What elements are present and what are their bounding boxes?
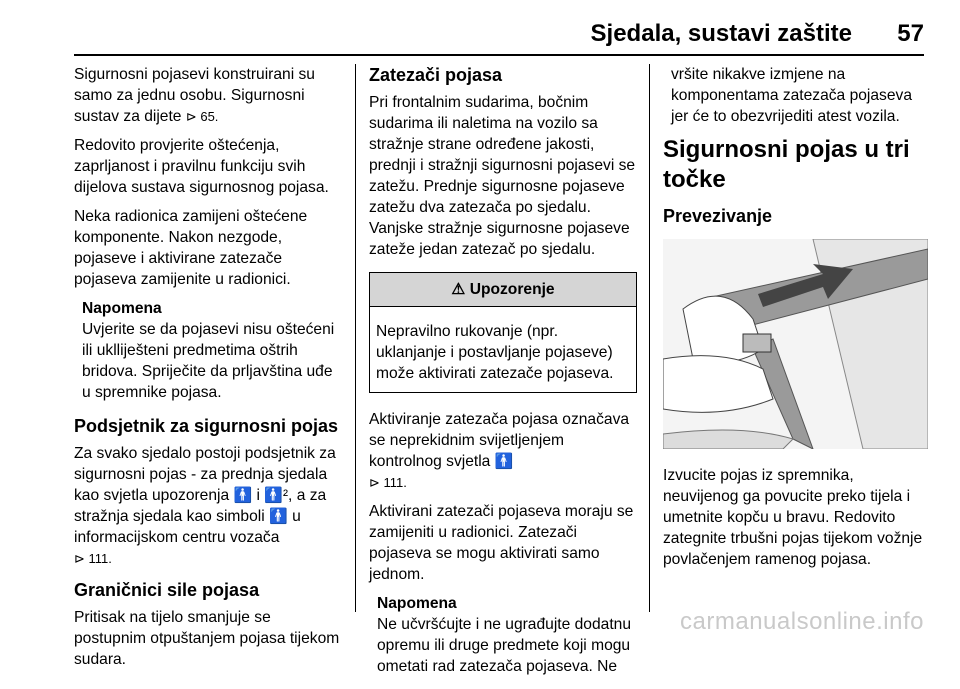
paragraph-text: u informacijskom centru vozača [74, 508, 301, 546]
seatbelt-reminder-rear-icon: 🚹² [264, 487, 289, 504]
column-divider [649, 64, 650, 612]
paragraph: Pritisak na tijelo smanjuje se postupnim otpuštanjem pojasa tijekom sudara. [74, 609, 340, 668]
warning-header [370, 273, 636, 307]
paragraph-text: i [256, 487, 261, 504]
paragraph: Pri frontalnim sudarima, bočnim sudarima ili naletima na vozilo sa stražnje strane određene jakosti, prednji i stražnji sigurnosni pojasevi se zatežu. Prednje sigurnosne pojaseve zatežu dva zatezača po sjedalu. Vanjske stražnje sigurnosne pojaseve zateže jedan zatezač po sjedalu. [369, 94, 636, 258]
section-heading: Prevezivanje [663, 206, 773, 226]
warning-text: Nepravilno rukovanje (npr. uklanjanje i postavljanje pojaseve) može aktivirati zatezače pojaseva. [376, 323, 614, 382]
paragraph [74, 64, 344, 127]
chapter-heading: Sigurnosni pojas u tri točke [663, 136, 910, 193]
page-reference: ⊳ 65. [185, 109, 219, 124]
note-text: Ne učvršćujte i ne ugrađujte dodatnu opremu ili druge predmete koji mogu ometati rad zatezača pojaseva. Ne [377, 616, 631, 675]
paragraph [369, 409, 637, 493]
column-right [663, 64, 928, 578]
page-reference: ⊳ 111. [74, 551, 112, 566]
section-title: Sjedala, sustavi zaštite [590, 20, 852, 47]
warning-triangle-icon: ⚠ [451, 281, 466, 298]
page-number: 57 [897, 20, 924, 47]
paragraph-text: , a za stražnja sjedala kao simboli [74, 487, 327, 525]
section-heading: Graničnici sile pojasa [74, 580, 260, 600]
warning-box [369, 272, 637, 393]
paragraph-text: Aktiviranje zatezača pojasa označava se neprekidnim svijetljenjem kontrolnog svjetla [369, 411, 630, 470]
header-rule [74, 54, 924, 56]
column-left [74, 64, 344, 678]
paragraph [74, 443, 344, 569]
seatbelt-reminder-icon: 🚹 [233, 487, 253, 504]
airbag-pretensioner-icon: 🚹 [494, 453, 514, 470]
seatbelt-reminder-icon: 🚹 [269, 508, 288, 525]
paragraph: Aktivirani zatezači pojaseva moraju se zamijeniti u radionici. Zatezači pojaseva se mogu aktivirati samo jednom. [369, 503, 634, 583]
column-divider [355, 64, 356, 612]
note-continuation: vršite nikakve izmjene na komponentama zatezača pojaseva jer će to obezvrijediti atest vozila. [671, 66, 912, 125]
watermark: carmanualsonline.info [680, 608, 924, 635]
paragraph-text: Sigurnosni pojasevi konstruirani su samo za jednu osobu. Sigurnosni sustav za dijete [74, 66, 315, 125]
paragraph-text: Za svako sjedalo postoji podsjetnik za sigurnosni pojas - za prednja sjedala kao svjetla upozorenja [74, 445, 336, 504]
note-text: Uvjerite se da pojasevi nisu oštećeni ili uklliješteni predmetima oštrih bridova. Spriječite da prljavština uđe u spremnike pojasa. [82, 321, 335, 401]
paragraph: Redovito provjerite oštećenja, zaprljanost i pravilnu funkciju svih dijelova sustava sigurnosnog pojasa. [74, 137, 329, 196]
note-heading: Napomena [377, 595, 457, 612]
warning-heading: Upozorenje [469, 281, 555, 298]
seatbelt-illustration [663, 239, 928, 449]
section-heading: Zatezači pojasa [369, 65, 503, 85]
paragraph: Neka radionica zamijeni oštećene komponente. Nakon nezgode, pojaseve i aktivirane zatezače pojaseva zamijenite u radionici. [74, 208, 308, 288]
note-heading: Napomena [82, 300, 162, 317]
section-heading: Podsjetnik za sigurnosni pojas [74, 416, 339, 436]
column-middle [369, 64, 637, 689]
page-reference: ⊳ 111. [369, 475, 407, 490]
paragraph: Izvucite pojas iz spremnika, neuvijenog ga povucite preko tijela i umetnite kopču u bravu. Redovito zategnite trbušni pojas tijekom vožnje povlačenjem ramenog pojasa. [663, 467, 923, 568]
